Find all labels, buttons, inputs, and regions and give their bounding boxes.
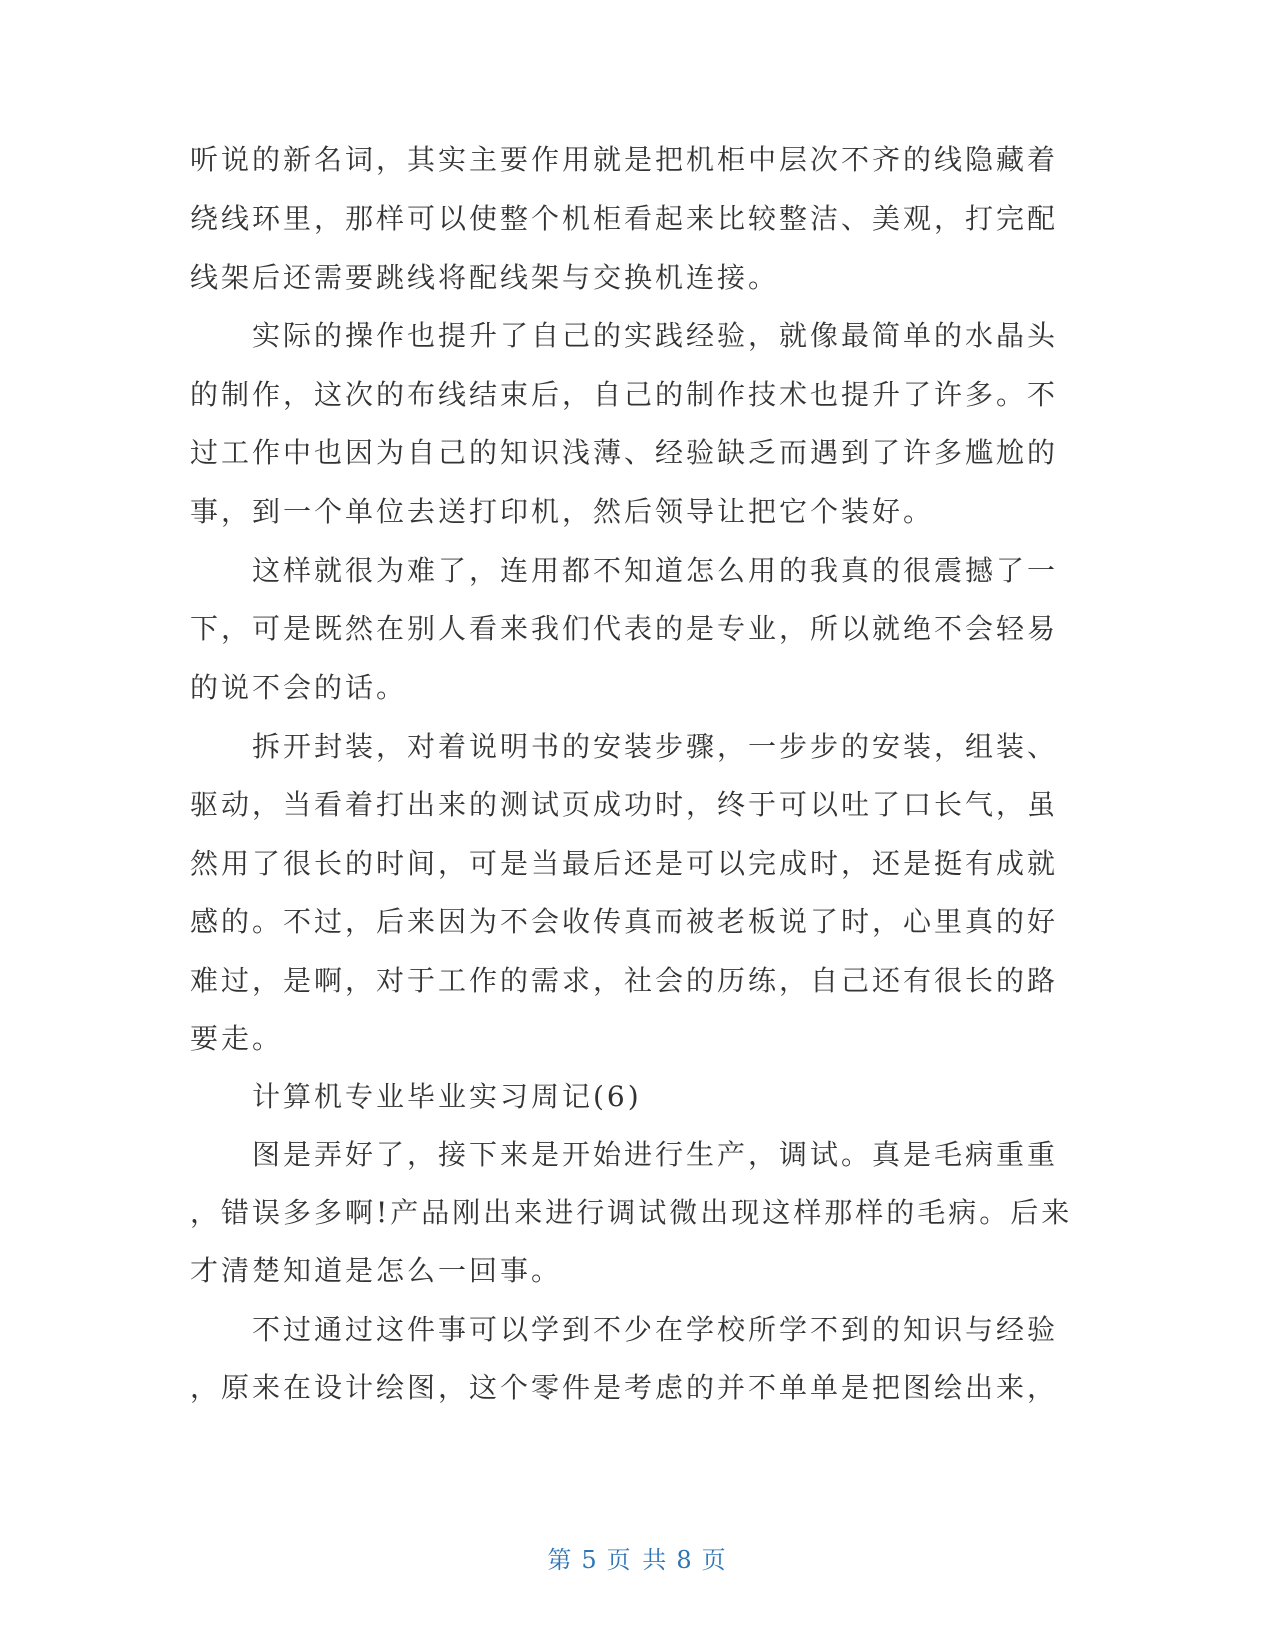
text-line: 然用了很长的时间，可是当最后还是可以完成时，还是挺有成就 xyxy=(190,847,1059,880)
paragraph-start-line: 实际的操作也提升了自己的实践经验，就像最简单的水晶头 xyxy=(252,319,1059,352)
text-line: 绕线环里，那样可以使整个机柜看起来比较整洁、美观，打完配 xyxy=(190,202,1059,235)
text-line: 难过，是啊，对于工作的需求，社会的历练，自己还有很长的路 xyxy=(190,964,1059,997)
total-pages: 8 xyxy=(676,1546,694,1574)
page-label-prefix: 第 xyxy=(547,1546,574,1574)
text-line: 驱动，当看着打出来的测试页成功时，终于可以吐了口长气，虽 xyxy=(190,788,1059,821)
page-label-suffix: 页 xyxy=(701,1546,728,1574)
paragraph-start-line: 不过通过这件事可以学到不少在学校所学不到的知识与经验 xyxy=(252,1313,1059,1346)
page-number: 5 xyxy=(581,1546,599,1574)
text-line: 线架后还需要跳线将配线架与交换机连接。 xyxy=(190,261,780,294)
text-line: 感的。不过，后来因为不会收传真而被老板说了时，心里真的好 xyxy=(190,905,1059,938)
text-line: 的说不会的话。 xyxy=(190,671,408,704)
text-line: 要走。 xyxy=(190,1022,284,1055)
page-label-mid: 页 共 xyxy=(606,1546,669,1574)
paragraph-start-line: 拆开封装，对着说明书的安装步骤，一步步的安装，组装、 xyxy=(252,730,1059,763)
text-line: 的制作，这次的布线结束后，自己的制作技术也提升了许多。不 xyxy=(190,378,1059,411)
text-line: ，原来在设计绘图，这个零件是考虑的并不单单是把图绘出来， xyxy=(190,1371,1059,1404)
text-line: 下，可是既然在别人看来我们代表的是专业，所以就绝不会轻易 xyxy=(190,612,1059,645)
text-line: ，错误多多啊!产品刚出来进行调试微出现这样那样的毛病。后来 xyxy=(190,1196,1073,1229)
text-line: 才清楚知道是怎么一回事。 xyxy=(190,1254,563,1287)
section-heading: 计算机专业毕业实习周记(6) xyxy=(252,1080,642,1113)
paragraph-start-line: 图是弄好了，接下来是开始进行生产，调试。真是毛病重重 xyxy=(252,1138,1059,1171)
page-footer xyxy=(0,1544,1275,1576)
text-line: 过工作中也因为自己的知识浅薄、经验缺乏而遇到了许多尴尬的 xyxy=(190,436,1059,469)
text-line: 事，到一个单位去送打印机，然后领导让把它个装好。 xyxy=(190,495,935,528)
paragraph-start-line: 这样就很为难了，连用都不知道怎么用的我真的很震撼了一 xyxy=(252,554,1059,587)
text-line: 听说的新名词，其实主要作用就是把机柜中层次不齐的线隐藏着 xyxy=(190,143,1059,176)
